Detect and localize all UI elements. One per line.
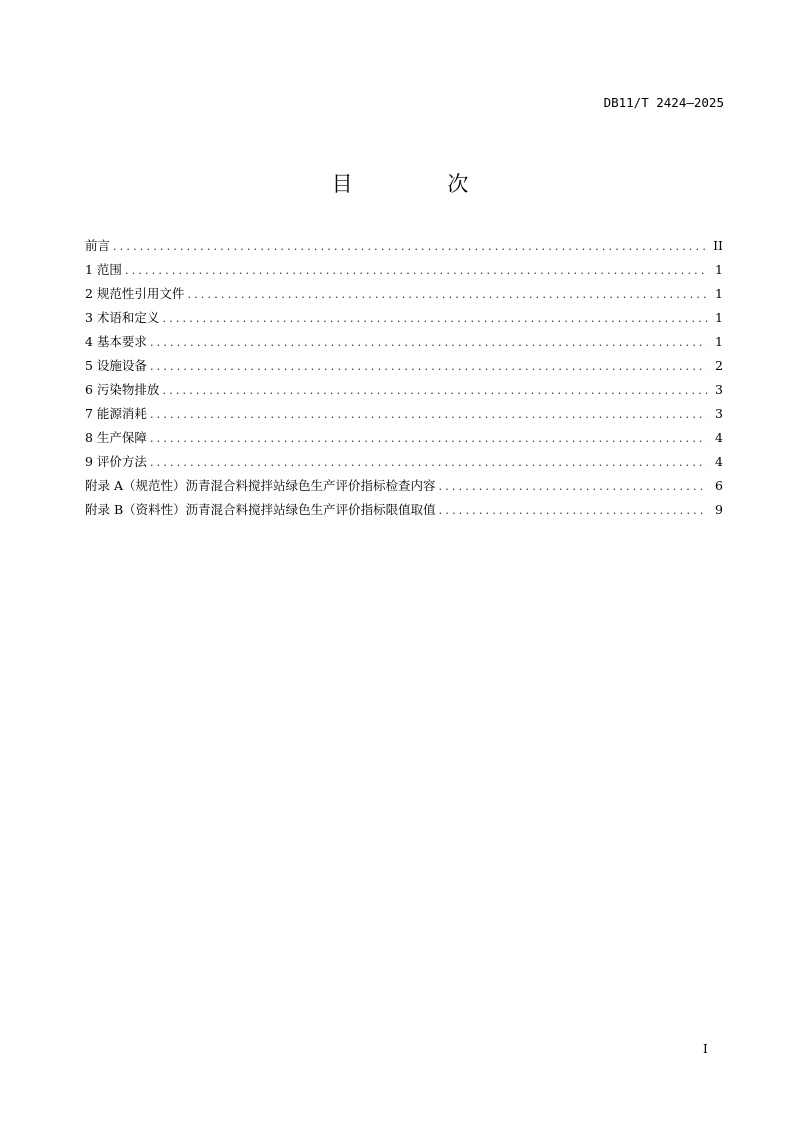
toc-entry-label: 7 能源消耗 xyxy=(85,406,147,421)
toc-entry-foreword[interactable] xyxy=(85,238,723,262)
toc-entry-page: 4 xyxy=(715,430,723,445)
toc-entry-basic-requirements[interactable] xyxy=(85,334,723,358)
toc-entry-normative-references[interactable] xyxy=(85,286,723,310)
toc-entry-production-assurance[interactable] xyxy=(85,430,723,454)
toc-entry-page: 1 xyxy=(715,286,723,301)
toc-leader-dots xyxy=(150,455,707,471)
toc-entry-terms[interactable] xyxy=(85,310,723,334)
toc-entry-facilities[interactable] xyxy=(85,358,723,382)
page-title: 目 次 xyxy=(331,172,513,196)
toc-entry-label: 6 污染物排放 xyxy=(85,382,160,397)
toc-entry-page: 3 xyxy=(715,382,723,397)
toc-entry-page: 6 xyxy=(715,478,723,493)
toc-entry-page: 9 xyxy=(715,502,723,517)
toc-leader-dots xyxy=(150,431,707,447)
toc-entry-page: 1 xyxy=(715,262,723,277)
toc-leader-dots xyxy=(150,407,707,423)
toc-entry-page: 1 xyxy=(715,310,723,325)
toc-leader-dots xyxy=(439,479,707,495)
toc-entry-page: II xyxy=(713,238,723,253)
toc-entry-label: 5 设施设备 xyxy=(85,358,147,373)
standard-code: DB11/T 2424—2025 xyxy=(603,95,724,110)
toc-entry-appendix-a[interactable] xyxy=(85,478,723,502)
toc-entry-pollutant-emission[interactable] xyxy=(85,382,723,406)
table-of-contents xyxy=(85,238,723,526)
toc-entry-page: 3 xyxy=(715,406,723,421)
toc-entry-label: 前言 xyxy=(85,238,111,253)
toc-entry-energy-consumption[interactable] xyxy=(85,406,723,430)
toc-leader-dots xyxy=(113,239,705,255)
toc-entry-label: 4 基本要求 xyxy=(85,334,147,349)
toc-entry-label: 3 术语和定义 xyxy=(85,310,160,325)
toc-entry-scope[interactable] xyxy=(85,262,723,286)
page-number: I xyxy=(703,1042,708,1056)
toc-entry-label: 9 评价方法 xyxy=(85,454,147,469)
toc-entry-page: 2 xyxy=(715,358,723,373)
toc-entry-label: 8 生产保障 xyxy=(85,430,147,445)
toc-entry-label: 2 规范性引用文件 xyxy=(85,286,185,301)
toc-leader-dots xyxy=(125,263,707,279)
toc-leader-dots xyxy=(150,359,707,375)
toc-entry-label: 附录 B（资料性）沥青混合料搅拌站绿色生产评价指标限值取值 xyxy=(85,502,436,517)
toc-entry-page: 4 xyxy=(715,454,723,469)
toc-leader-dots xyxy=(150,335,707,351)
toc-entry-evaluation-method[interactable] xyxy=(85,454,723,478)
toc-entry-label: 附录 A（规范性）沥青混合料搅拌站绿色生产评价指标检查内容 xyxy=(85,478,436,493)
toc-leader-dots xyxy=(187,287,707,303)
toc-leader-dots xyxy=(162,311,707,327)
toc-leader-dots xyxy=(439,503,707,519)
toc-leader-dots xyxy=(162,383,707,399)
toc-entry-page: 1 xyxy=(715,334,723,349)
toc-entry-label: 1 范围 xyxy=(85,262,122,277)
toc-entry-appendix-b[interactable] xyxy=(85,502,723,526)
